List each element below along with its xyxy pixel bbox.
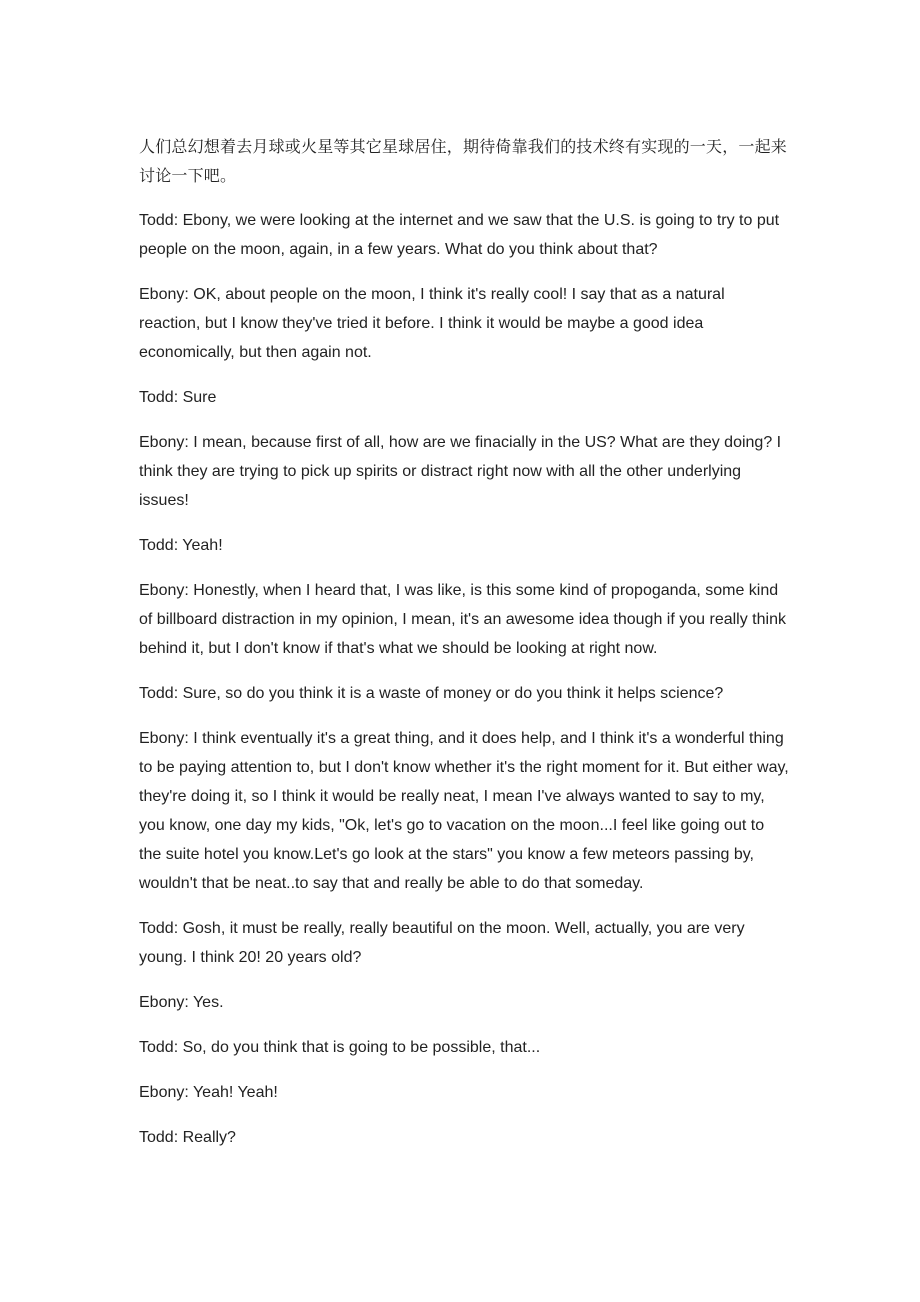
dialogue-line: Ebony: Honestly, when I heard that, I was like, is this some kind of propoganda, some kind of billboard distraction in my opinion, I mean, it's an awesome idea though if you really think behind it, but I don't know if that's what we should be looking at right now. [139, 582, 786, 657]
dialogue-line: Todd: Sure [139, 389, 217, 406]
document-body [139, 132, 789, 1168]
dialogue-line: Ebony: I think eventually it's a great thing, and it does help, and I think it's a wonderful thing to be paying attention to, but I don't know whether it's the right moment for it. But either way, they're doing it, so I think it would be really neat, I mean I've always wanted to say to my, you know, one day my kids, "Ok, let's go to vacation on the moon...I feel like going out to the suite hotel you know.Let's go look at the stars" you know a few meteors passing by, wouldn't that be neat..to say that and really be able to do that someday. [139, 730, 789, 892]
dialogue-line: Todd: Sure, so do you think it is a waste of money or do you think it helps science? [139, 685, 724, 702]
dialogue-line: Todd: Yeah! [139, 537, 223, 554]
dialogue-line: Todd: Really? [139, 1129, 236, 1146]
dialogue-line: Ebony: I mean, because first of all, how are we finacially in the US? What are they doing? I think they are trying to pick up spirits or distract right now with all the other underlying issues! [139, 434, 782, 509]
dialogue-line: Ebony: OK, about people on the moon, I think it's really cool! I say that as a natural reaction, but I know they've tried it before. I think it would be maybe a good idea economically, but then again not. [139, 286, 725, 361]
intro-paragraph: 人们总幻想着去月球或火星等其它星球居住，期待倚靠我们的技术终有实现的一天，一起来讨论一下吧。 [139, 137, 788, 185]
dialogue-line: Todd: Ebony, we were looking at the internet and we saw that the U.S. is going to try to put people on the moon, again, in a few years. What do you think about that? [139, 212, 780, 258]
dialogue-line: Ebony: Yes. [139, 994, 224, 1011]
dialogue-line: Todd: Gosh, it must be really, really beautiful on the moon. Well, actually, you are very young. I think 20! 20 years old? [139, 920, 745, 966]
dialogue-line: Ebony: Yeah! Yeah! [139, 1084, 278, 1101]
dialogue-line: Todd: So, do you think that is going to be possible, that... [139, 1039, 541, 1056]
